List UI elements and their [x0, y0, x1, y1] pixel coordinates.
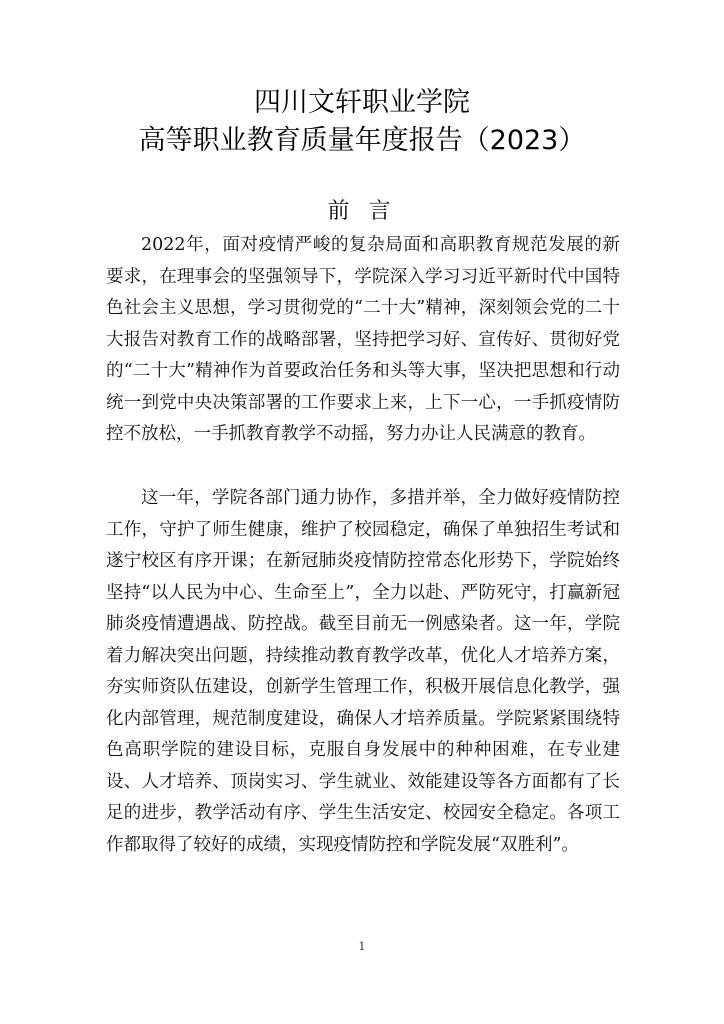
section-heading-preface: 前 言	[327, 199, 397, 224]
preface-paragraph-1: 2022年，面对疫情严峻的复杂局面和高职教育规范发展的新要求，在理事会的坚强领导下，学院深入学习习近平新时代中国特色社会主义思想，学习贯彻党的“二十大”精神，深刻领会党的二十大报告对教育工作的战略部署，坚持把学习好、宣传好、贯彻好党的“二十大”精神作为首要政治任务和头等大事，坚决把思想和行动统一到党中央决策部署的工作要求上来，上下一心，一手抓疫情防控不放松，一手抓教育教学不动摇，努力办让人民满意的教育。	[106, 235, 620, 444]
preface-paragraph-2: 这一年，学院各部门通力协作，多措并举，全力做好疫情防控工作，守护了师生健康，维护了校园稳定，确保了单独招生考试和遂宁校区有序开课；在新冠肺炎疫情防控常态化形势下，学院始终坚持“以人民为中心、生命至上”，全力以赴、严防死守，打赢新冠肺炎疫情遭遇战、防控战。截至目前无一例感染者。这一年，学院着力解决突出问题，持续推动教育教学改革，优化人才培养方案，夯实师资队伍建设，创新学生管理工作，积极开展信息化教学，强化内部管理，规范制度建设，确保人才培养质量。学院紧紧围绕特色高职学院的建设目标，克服自身发展中的种种困难，在专业建设、人才培养、顶岗实习、学生就业、效能建设等各方面都有了长足的进步，教学活动有序、学生生活安定、校园安全稳定。各项工作都取得了较好的成绩，实现疫情防控和学院发展“双胜利”。	[106, 488, 620, 855]
report-title-institution: 四川文轩职业学院	[254, 87, 470, 118]
page-number: 1	[358, 940, 366, 953]
report-title-main: 高等职业教育质量年度报告（2023）	[138, 125, 586, 156]
